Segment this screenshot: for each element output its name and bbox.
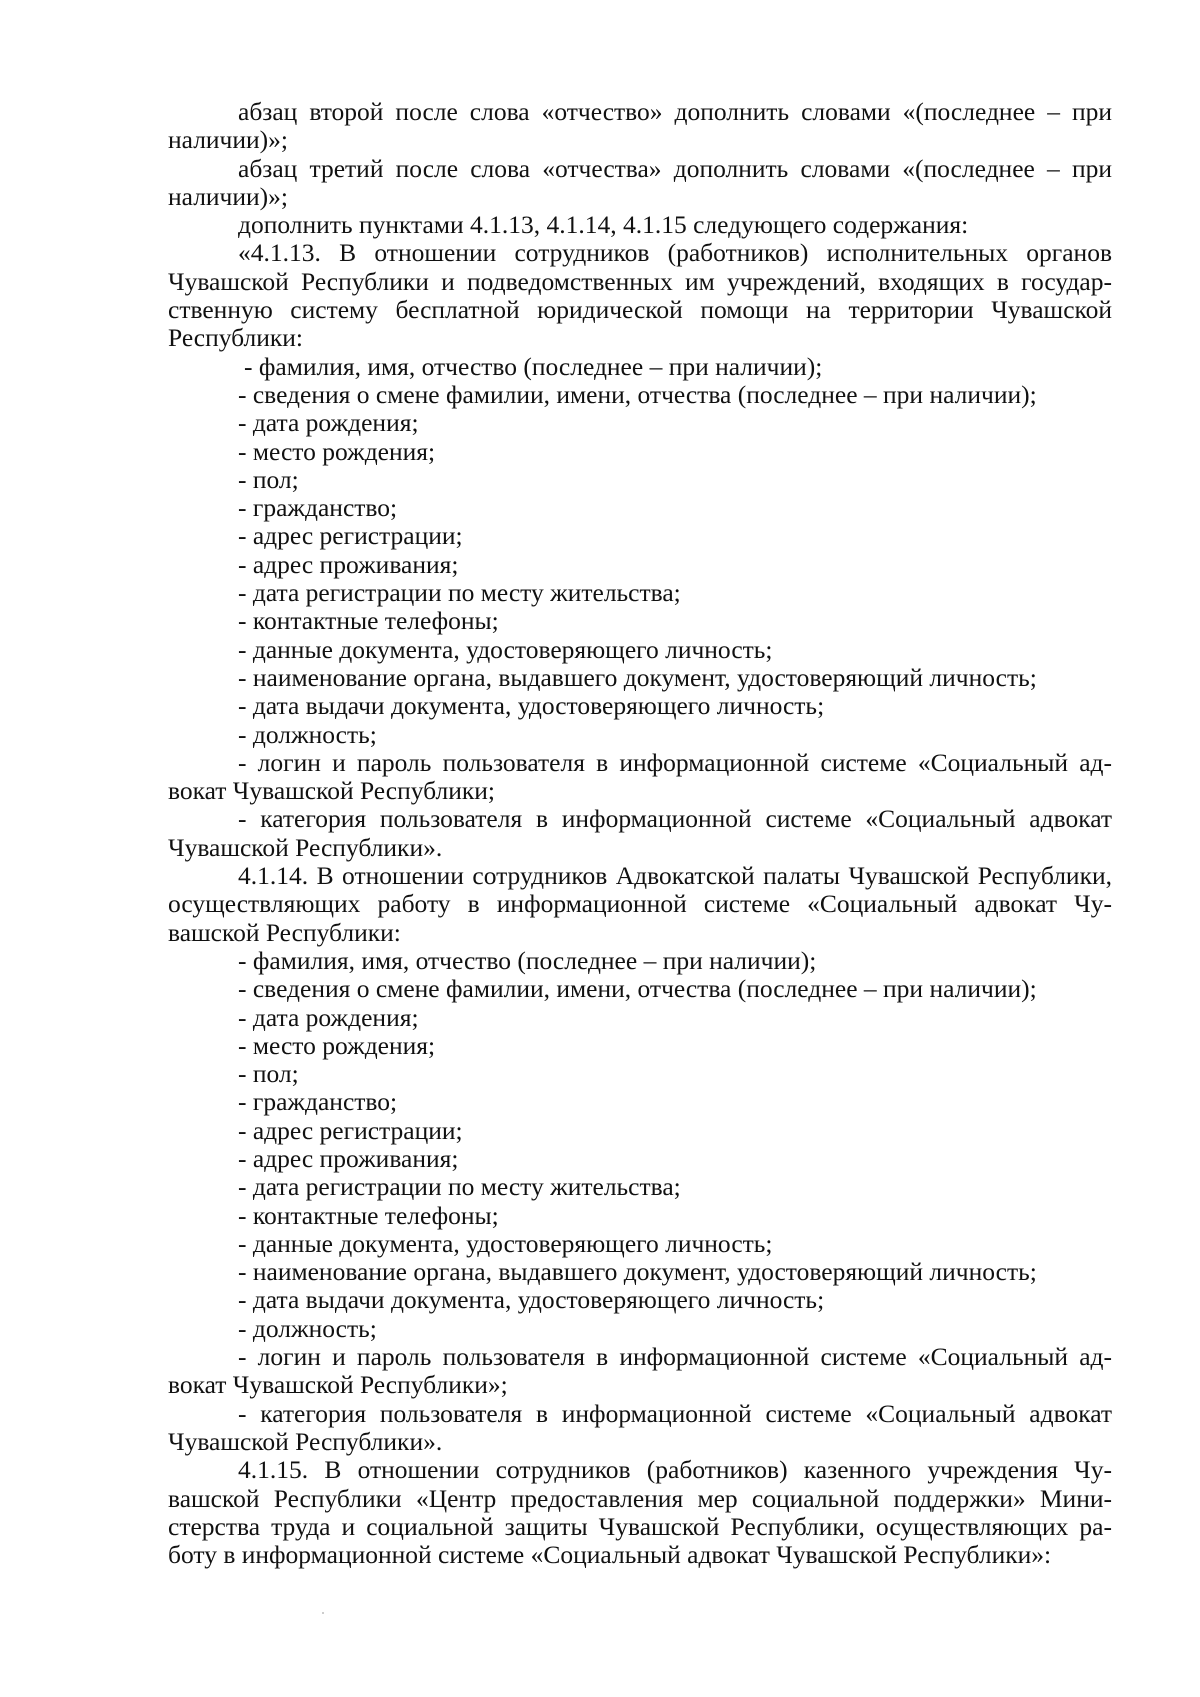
list-item: - дата выдачи документа, удостоверяющего личность; [238, 1285, 825, 1315]
list-item: - гражданство; [238, 1087, 398, 1117]
intro-paragraph-1: абзац второй после слова «отчество» дополнить словами «(последнее – при наличии)»; [168, 97, 1112, 155]
list-item: - гражданство; [238, 493, 398, 523]
list-item: - адрес проживания; [238, 549, 459, 579]
list-item: - сведения о смене фамилии, имени, отчества (последнее – при наличии); [238, 974, 1037, 1004]
list-item: - дата регистрации по месту жительства; [238, 578, 681, 608]
list-item: - адрес регистрации; [238, 521, 463, 551]
add-points-paragraph: дополнить пунктами 4.1.13, 4.1.14, 4.1.15 следующего содержания: [238, 210, 969, 240]
list-item: - фамилия, имя, отчество (последнее – при наличии); [238, 945, 817, 975]
list-item: - данные документа, удостоверяющего личность; [238, 634, 773, 664]
list-item: - наименование органа, выдавшего документ, удостоверяющий личность; [238, 662, 1037, 692]
section-4-1-14-heading: 4.1.14. В отношении сотрудников Адвокатской палаты Чувашской Республики, осуществляющих работу в информационной системе «Социальный адвокат Чувашской Республики: [168, 861, 1112, 947]
list-item: - дата регистрации по месту жительства; [238, 1172, 681, 1202]
list-item: - контактные телефоны; [238, 606, 499, 636]
section-4-1-13-heading: «4.1.13. В отношении сотрудников (работников) исполнительных органов Чувашской Республики и подведомственных им учреждений, входящих в государственную систему бесплатной юридической помощи на территории Чувашской Республики: [168, 238, 1112, 353]
list-item: - сведения о смене фамилии, имени, отчества (последнее – при наличии); [238, 379, 1037, 409]
list-item: - пол; [238, 1059, 299, 1089]
list-item: - данные документа, удостоверяющего личность; [238, 1228, 773, 1258]
list-item: - дата выдачи документа, удостоверяющего личность; [238, 691, 825, 721]
list-item: - адрес проживания; [238, 1143, 459, 1173]
list-item: - дата рождения; [238, 408, 419, 438]
list-item: - должность; [238, 719, 377, 749]
list-item: - адрес регистрации; [238, 1115, 463, 1145]
list-item: - место рождения; [238, 1030, 436, 1060]
list-item: - место рождения; [238, 436, 436, 466]
section-4-1-13-list [168, 353, 1112, 749]
list-item: - контактные телефоны; [238, 1200, 499, 1230]
list-item: - дата рождения; [238, 1002, 419, 1032]
list-item: - фамилия, имя, отчество (последнее – при наличии); [244, 351, 823, 381]
list-item: - пол; [238, 464, 299, 494]
document-body [168, 98, 1112, 1569]
section-4-1-14-category-item: - категория пользователя в информационной системе «Социальный адвокат Чувашской Республики». [168, 1398, 1112, 1456]
section-4-1-14-list [168, 947, 1112, 1343]
section-4-1-13-login-item: - логин и пароль пользователя в информационной системе «Социальный адвокат Чувашской Республики; [168, 747, 1112, 806]
scan-speck [322, 1612, 324, 1614]
section-4-1-13-category-item: - категория пользователя в информационной системе «Социальный адвокат Чувашской Республики». [168, 804, 1112, 862]
list-item: - должность; [238, 1313, 377, 1343]
list-item: - наименование органа, выдавшего документ, удостоверяющий личность; [238, 1257, 1037, 1287]
intro-paragraph-2: абзац третий после слова «отчества» дополнить словами «(последнее – при наличии)»; [168, 153, 1112, 211]
section-4-1-14-login-item: - логин и пароль пользователя в информационной системе «Социальный адвокат Чувашской Республики»; [168, 1342, 1112, 1400]
section-4-1-15-heading: 4.1.15. В отношении сотрудников (работников) казенного учреждения Чувашской Республики «Центр предоставления мер социальной поддержки» Министерства труда и социальной защиты Чувашской Республики, осуществляющих работу в информационной системе «Социальный адвокат Чувашской Республики»: [168, 1455, 1112, 1570]
